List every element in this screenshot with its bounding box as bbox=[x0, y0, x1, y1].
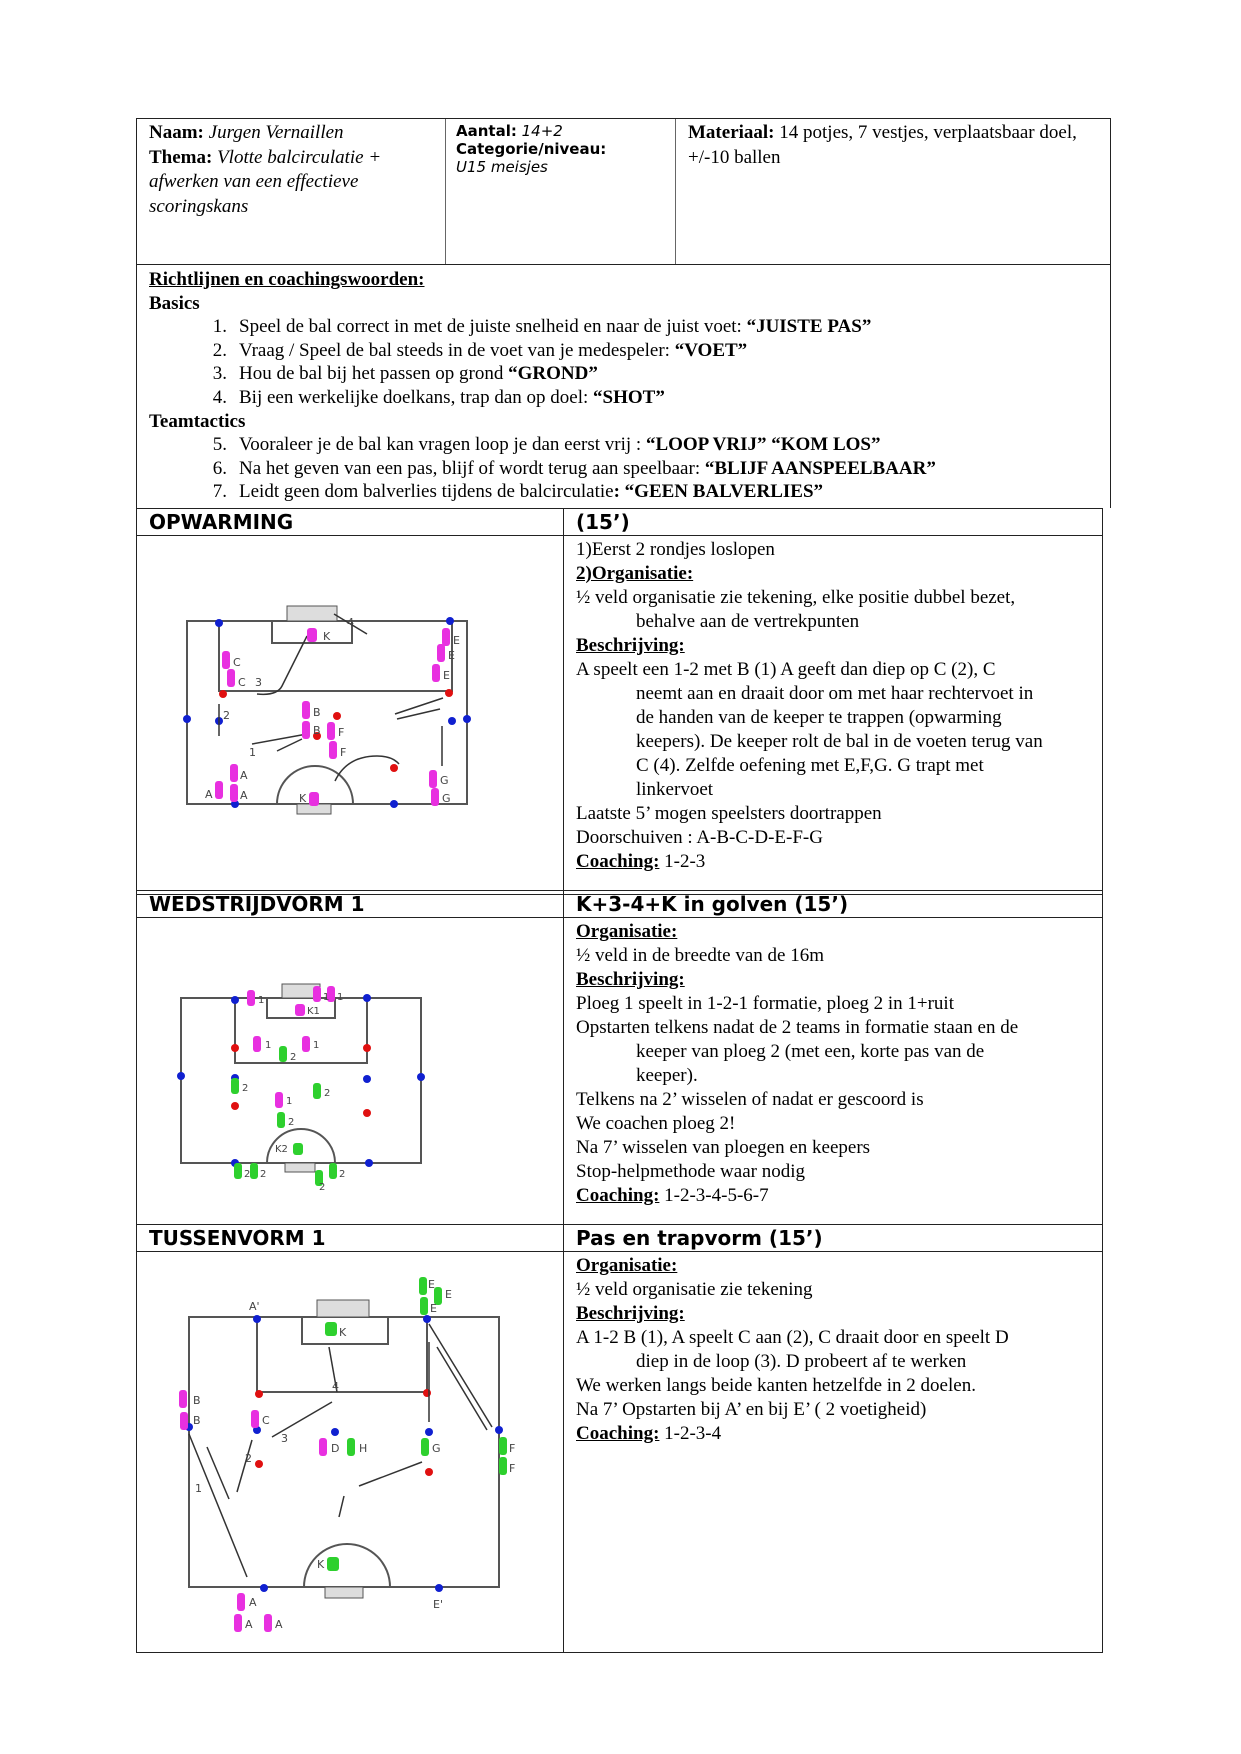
thema-label: Thema: bbox=[149, 146, 213, 168]
label-a: A bbox=[249, 1596, 257, 1609]
player bbox=[231, 1078, 239, 1094]
header-count-category-cell bbox=[446, 119, 676, 264]
item-text: Leidt geen dom balverlies tijdens de balcirculatie bbox=[239, 481, 614, 503]
section-subtitle: K+3-4+K in golven (15’) bbox=[576, 892, 849, 916]
aantal-value: 14+2 bbox=[521, 122, 563, 140]
player bbox=[421, 1438, 429, 1456]
player bbox=[313, 1083, 321, 1099]
list-item bbox=[149, 480, 1098, 504]
cones bbox=[177, 994, 425, 1167]
arrow-e1 bbox=[429, 1324, 492, 1427]
coaching-value: 1-2-3-4-5-6-7 bbox=[659, 1185, 769, 1206]
player bbox=[179, 1390, 187, 1408]
item-keyword: “GROND” bbox=[508, 363, 598, 385]
cone-red bbox=[231, 1102, 239, 1110]
text-line: de handen van de keeper te trappen (opwarming bbox=[636, 707, 1002, 728]
player bbox=[227, 669, 235, 687]
item-number: 5. bbox=[212, 434, 227, 456]
beschrijving-label: Beschrijving: bbox=[576, 635, 685, 656]
label-b: B bbox=[193, 1394, 201, 1407]
label-f: F bbox=[509, 1442, 516, 1455]
section-opwarming bbox=[136, 508, 1103, 895]
item-text: Vooraleer je de bal kan vragen loop je dan eerst vrij : bbox=[239, 434, 646, 456]
list-item bbox=[149, 457, 1098, 481]
cone-blue bbox=[463, 715, 471, 723]
label-2: 2 bbox=[223, 709, 230, 722]
text-line: diep in de loop (3). D probeert af te werken bbox=[636, 1351, 967, 1372]
item-number: 3. bbox=[212, 363, 227, 385]
player bbox=[329, 741, 337, 759]
item-number: 2. bbox=[212, 339, 227, 361]
goal-net-top bbox=[287, 606, 337, 621]
cone-blue bbox=[177, 1072, 185, 1080]
text-line: ½ veld organisatie zie tekening, elke positie dubbel bezet, bbox=[576, 587, 1016, 608]
drill-diagram-tussenvorm bbox=[137, 1252, 562, 1652]
cone-red bbox=[219, 690, 227, 698]
player bbox=[251, 1410, 259, 1428]
materiaal-label: Materiaal: bbox=[688, 122, 775, 143]
item-text: Bij een werkelijke doelkans, trap dan op doel: bbox=[239, 386, 594, 408]
label-k2: K2 bbox=[275, 1144, 288, 1155]
cone-blue bbox=[423, 1315, 431, 1323]
guidelines-block bbox=[136, 264, 1111, 508]
player bbox=[264, 1614, 272, 1632]
player bbox=[499, 1437, 507, 1455]
text-line: C (4). Zelfde oefening met E,F,G. G trapt met bbox=[636, 755, 984, 776]
coaching-label: Coaching: bbox=[576, 1185, 660, 1206]
section-subtitle: (15’) bbox=[576, 510, 630, 534]
text-line: keepers). De keeper rolt de bal in de voeten terug van bbox=[636, 731, 1043, 752]
label-3: 3 bbox=[281, 1432, 288, 1445]
player bbox=[230, 784, 238, 802]
cone-blue bbox=[231, 996, 239, 1004]
player bbox=[429, 770, 437, 788]
teamtactics-list bbox=[149, 433, 1098, 504]
players-green bbox=[325, 1277, 507, 1571]
header-material-cell bbox=[676, 119, 1110, 264]
cone-blue bbox=[183, 715, 191, 723]
label-e: E bbox=[430, 1302, 437, 1315]
label-f: F bbox=[338, 726, 345, 739]
list-item bbox=[149, 386, 1098, 410]
drill-diagram-opwarming bbox=[137, 536, 562, 894]
player bbox=[250, 1163, 258, 1179]
cone-blue bbox=[260, 1584, 268, 1592]
label-e: E bbox=[448, 649, 455, 662]
cone-blue bbox=[446, 617, 454, 625]
arrow-shot bbox=[359, 1462, 422, 1486]
section-tussenvorm-1 bbox=[136, 1224, 1103, 1653]
player bbox=[275, 1092, 283, 1108]
keeper bbox=[327, 1557, 339, 1571]
player bbox=[319, 1438, 327, 1456]
player bbox=[499, 1457, 507, 1475]
section-text bbox=[564, 1252, 1102, 1652]
player bbox=[302, 721, 310, 739]
list-item bbox=[149, 339, 1098, 363]
cone-blue bbox=[448, 717, 456, 725]
naam-label: Naam: bbox=[149, 122, 204, 143]
item-text: Speel de bal correct in met de juiste snelheid en naar de juist voet: bbox=[239, 316, 747, 338]
diagram-labels bbox=[205, 616, 460, 805]
player bbox=[420, 1297, 428, 1315]
coaching-label: Coaching: bbox=[576, 851, 660, 872]
label-c: C bbox=[233, 656, 241, 669]
player bbox=[253, 1036, 261, 1052]
player bbox=[302, 701, 310, 719]
text-line: keeper van ploeg 2 (met een, korte pas van de bbox=[636, 1041, 985, 1062]
item-keyword: “LOOP VRIJ” “KOM LOS” bbox=[645, 434, 881, 456]
beschrijving-label: Beschrijving: bbox=[576, 969, 685, 990]
diagram-cell bbox=[137, 536, 564, 894]
section-header bbox=[137, 1225, 1102, 1252]
player bbox=[237, 1593, 245, 1611]
section-body bbox=[137, 536, 1102, 894]
label-a: A bbox=[275, 1618, 283, 1631]
label-1: 1 bbox=[195, 1482, 202, 1495]
basics-list bbox=[149, 315, 1098, 409]
cone-blue bbox=[495, 1426, 503, 1434]
label-k1: K1 bbox=[307, 1006, 320, 1017]
item-number: 7. bbox=[212, 481, 227, 503]
player bbox=[431, 788, 439, 806]
label-f: F bbox=[340, 746, 347, 759]
cone-blue bbox=[331, 1428, 339, 1436]
arrows bbox=[189, 1324, 492, 1577]
diagram-cell bbox=[137, 918, 564, 1224]
label-3: 3 bbox=[255, 676, 262, 689]
text-line: Laatste 5’ mogen speelsters doortrappen bbox=[576, 803, 882, 824]
player bbox=[234, 1163, 242, 1179]
item-number: 6. bbox=[212, 457, 227, 479]
cone-blue bbox=[253, 1315, 261, 1323]
player bbox=[313, 986, 321, 1002]
section-body bbox=[137, 918, 1102, 1224]
item-keyword: “VOET” bbox=[674, 339, 748, 361]
player bbox=[234, 1614, 242, 1632]
cone-red bbox=[231, 1044, 239, 1052]
label-1: 1 bbox=[258, 995, 265, 1006]
section-wedstrijdvorm-1 bbox=[136, 890, 1103, 1225]
header-table bbox=[136, 118, 1111, 265]
label-k: K bbox=[317, 1558, 325, 1571]
section-header bbox=[137, 891, 1102, 918]
keeper bbox=[295, 1004, 305, 1016]
arrow-e2 bbox=[437, 1347, 487, 1430]
text-line: ½ veld organisatie zie tekening bbox=[576, 1279, 813, 1300]
player bbox=[180, 1412, 188, 1430]
materiaal-value: 14 potjes, 7 vestjes, verplaatsbaar doel, +/-10 ballen bbox=[688, 122, 1077, 168]
label-1: 1 bbox=[323, 992, 330, 1003]
keeper bbox=[307, 628, 317, 642]
label-a: A bbox=[245, 1618, 253, 1631]
arrow-1b bbox=[207, 1447, 229, 1499]
cone-blue bbox=[363, 1075, 371, 1083]
keeper bbox=[309, 792, 319, 806]
list-item bbox=[149, 362, 1098, 386]
cones bbox=[185, 1315, 503, 1592]
penalty-area bbox=[219, 621, 452, 691]
text-line: We werken langs beide kanten hetzelfde in 2 doelen. bbox=[576, 1375, 976, 1396]
label-b: B bbox=[193, 1414, 201, 1427]
diagram-cell bbox=[137, 1252, 564, 1652]
players-pink bbox=[215, 628, 450, 806]
item-keyword: “JUISTE PAS” bbox=[746, 316, 872, 338]
text-line: Opstarten telkens nadat de 2 teams in formatie staan en de bbox=[576, 1017, 1019, 1038]
cone-blue bbox=[390, 800, 398, 808]
text-line: keeper). bbox=[636, 1065, 698, 1086]
players-team-2 bbox=[231, 1046, 337, 1186]
label-k: K bbox=[323, 630, 331, 643]
cone-red bbox=[363, 1109, 371, 1117]
label-2: 2 bbox=[290, 1052, 297, 1063]
label-g: G bbox=[440, 774, 449, 787]
label-c: C bbox=[262, 1414, 270, 1427]
item-text: Na het geven van een pas, blijf of wordt terug aan speelbaar: bbox=[239, 457, 705, 479]
cone-red bbox=[425, 1468, 433, 1476]
text-line: Na 7’ Opstarten bij A’ en bij E’ ( 2 voetigheid) bbox=[576, 1399, 927, 1420]
arrow-2 bbox=[237, 1440, 252, 1492]
text-line: Telkens na 2’ wisselen of nadat er gescoord is bbox=[576, 1089, 924, 1110]
label-k: K bbox=[339, 1326, 347, 1339]
field-outline bbox=[189, 1317, 499, 1587]
basics-title: Basics bbox=[149, 292, 200, 314]
section-header bbox=[137, 509, 1102, 536]
beschrijving-label: Beschrijving: bbox=[576, 1303, 685, 1324]
label-c: C bbox=[238, 676, 246, 689]
label-g: G bbox=[432, 1442, 441, 1455]
goal-net-top bbox=[317, 1300, 369, 1317]
label-b: B bbox=[313, 706, 321, 719]
list-item bbox=[149, 315, 1098, 339]
label-1: 1 bbox=[286, 1096, 293, 1107]
arrow-e1 bbox=[395, 698, 443, 714]
organisatie-label: Organisatie: bbox=[576, 1255, 678, 1276]
label-2: 2 bbox=[319, 1182, 326, 1193]
header-name-theme-cell bbox=[137, 119, 446, 264]
player bbox=[302, 1036, 310, 1052]
section-subtitle: Pas en trapvorm (15’) bbox=[576, 1226, 823, 1250]
item-keyword: “SHOT” bbox=[593, 386, 665, 408]
text-line: behalve aan de vertrekpunten bbox=[636, 611, 860, 632]
label-k: K bbox=[299, 792, 307, 805]
label-g: G bbox=[442, 792, 451, 805]
run-3 bbox=[257, 636, 307, 694]
goal-net-bottom bbox=[325, 1587, 363, 1598]
list-item bbox=[149, 433, 1098, 457]
label-b: B bbox=[313, 724, 321, 737]
item-text: Hou de bal bij het passen op grond bbox=[239, 363, 509, 385]
run-g bbox=[335, 756, 399, 781]
guidelines-title: Richtlijnen en coachingswoorden: bbox=[149, 269, 425, 290]
player bbox=[277, 1112, 285, 1128]
item-number: 1. bbox=[212, 316, 227, 338]
cone-red bbox=[445, 689, 453, 697]
cone-blue bbox=[417, 1073, 425, 1081]
player bbox=[329, 1163, 337, 1179]
label-2: 2 bbox=[245, 1452, 252, 1465]
cone-red bbox=[255, 1390, 263, 1398]
organisatie-label: Organisatie: bbox=[576, 921, 678, 942]
label-2: 2 bbox=[339, 1169, 346, 1180]
text-line: neemt aan en draait door om met haar rechtervoet in bbox=[636, 683, 1034, 704]
label-4: 4 bbox=[347, 616, 354, 629]
cone-red bbox=[390, 764, 398, 772]
player bbox=[347, 1438, 355, 1456]
run-k bbox=[339, 1496, 344, 1517]
text-line: We coachen ploeg 2! bbox=[576, 1113, 736, 1134]
player bbox=[419, 1277, 427, 1295]
keeper bbox=[293, 1143, 303, 1155]
item-text: Vraag / Speel de bal steeds in de voet van je medespeler: bbox=[239, 339, 675, 361]
aantal-label: Aantal: bbox=[456, 122, 517, 140]
text-line: A 1-2 B (1), A speelt C aan (2), C draait door en speelt D bbox=[576, 1327, 1009, 1348]
text-line: Doorschuiven : A-B-C-D-E-F-G bbox=[576, 827, 823, 848]
player bbox=[442, 628, 450, 646]
player bbox=[222, 651, 230, 669]
drill-diagram-wedstrijdvorm bbox=[137, 918, 562, 1224]
label-1: 1 bbox=[249, 746, 256, 759]
label-a: A bbox=[240, 769, 248, 782]
cone-blue bbox=[363, 994, 371, 1002]
label-e: E bbox=[445, 1288, 452, 1301]
text-line: Stop-helpmethode waar nodig bbox=[576, 1161, 806, 1182]
label-2: 2 bbox=[244, 1169, 251, 1180]
coaching-value: 1-2-3-4 bbox=[659, 1423, 722, 1444]
section-title: OPWARMING bbox=[137, 509, 564, 535]
player bbox=[247, 990, 255, 1006]
item-keyword: : “GEEN BALVERLIES” bbox=[613, 481, 824, 503]
label-a-prime: A' bbox=[249, 1300, 260, 1313]
player bbox=[437, 644, 445, 662]
label-e: E bbox=[428, 1278, 435, 1291]
player bbox=[215, 781, 223, 799]
cone-blue bbox=[215, 619, 223, 627]
section-text bbox=[564, 918, 1102, 1224]
label-1: 1 bbox=[265, 1040, 272, 1051]
text-line: linkervoet bbox=[636, 779, 714, 800]
cone-red bbox=[423, 1389, 431, 1397]
item-number: 4. bbox=[212, 386, 227, 408]
text-line: Na 7’ wisselen van ploegen en keepers bbox=[576, 1137, 871, 1158]
label-h: H bbox=[359, 1442, 368, 1455]
field-outline bbox=[181, 998, 421, 1163]
section-title: TUSSENVORM 1 bbox=[137, 1225, 564, 1251]
section-body bbox=[137, 1252, 1102, 1652]
keeper bbox=[325, 1322, 337, 1336]
label-a: A bbox=[205, 788, 213, 801]
coaching-line bbox=[576, 850, 1090, 874]
arrow-1b bbox=[277, 739, 302, 751]
section-title: WEDSTRIJDVORM 1 bbox=[137, 891, 564, 917]
organisatie-label: 2)Organisatie: bbox=[576, 563, 694, 584]
player bbox=[432, 664, 440, 682]
player bbox=[279, 1046, 287, 1062]
label-4: 4 bbox=[332, 1380, 339, 1393]
label-e: E bbox=[443, 669, 450, 682]
arrow-1a bbox=[189, 1434, 247, 1577]
teamtactics-title: Teamtactics bbox=[149, 410, 246, 432]
label-d: D bbox=[331, 1442, 340, 1455]
player bbox=[327, 722, 335, 740]
text-line: A speelt een 1-2 met B (1) A geeft dan diep op C (2), C bbox=[576, 659, 996, 680]
thema-value: Vlotte balcirculatie + afwerken van een effectieve scoringskans bbox=[149, 146, 382, 217]
label-f: F bbox=[509, 1462, 516, 1475]
section-text bbox=[564, 536, 1102, 894]
cone-red bbox=[333, 712, 341, 720]
goal-net-bottom bbox=[285, 1163, 315, 1172]
coaching-line bbox=[576, 1422, 1090, 1446]
player bbox=[230, 764, 238, 782]
text-line: 1)Eerst 2 rondjes loslopen bbox=[576, 539, 775, 560]
coaching-line bbox=[576, 1184, 1090, 1208]
cone-blue bbox=[365, 1159, 373, 1167]
text-line: ½ veld in de breedte van de 16m bbox=[576, 945, 824, 966]
label-e-prime: E' bbox=[433, 1598, 443, 1611]
categorie-value: U15 meisjes bbox=[456, 158, 548, 176]
cone-blue bbox=[425, 1428, 433, 1436]
label-1: 1 bbox=[313, 1040, 320, 1051]
naam-value: Jurgen Vernaillen bbox=[208, 122, 344, 143]
categorie-label: Categorie/niveau: bbox=[456, 140, 607, 158]
cone-blue bbox=[435, 1584, 443, 1592]
text-line: Ploeg 1 speelt in 1-2-1 formatie, ploeg 2 in 1+ruit bbox=[576, 993, 954, 1014]
coaching-label: Coaching: bbox=[576, 1423, 660, 1444]
label-2: 2 bbox=[288, 1117, 295, 1128]
label-2: 2 bbox=[260, 1169, 267, 1180]
label-1: 1 bbox=[337, 992, 344, 1003]
label-2: 2 bbox=[324, 1088, 331, 1099]
cone-red bbox=[363, 1044, 371, 1052]
arrow-1a bbox=[252, 734, 307, 744]
label-e: E bbox=[453, 634, 460, 647]
label-a: A bbox=[240, 789, 248, 802]
item-keyword: “BLIJF AANSPEELBAAR” bbox=[704, 457, 936, 479]
cone-red bbox=[255, 1460, 263, 1468]
coaching-value: 1-2-3 bbox=[659, 851, 706, 872]
label-2: 2 bbox=[242, 1083, 249, 1094]
